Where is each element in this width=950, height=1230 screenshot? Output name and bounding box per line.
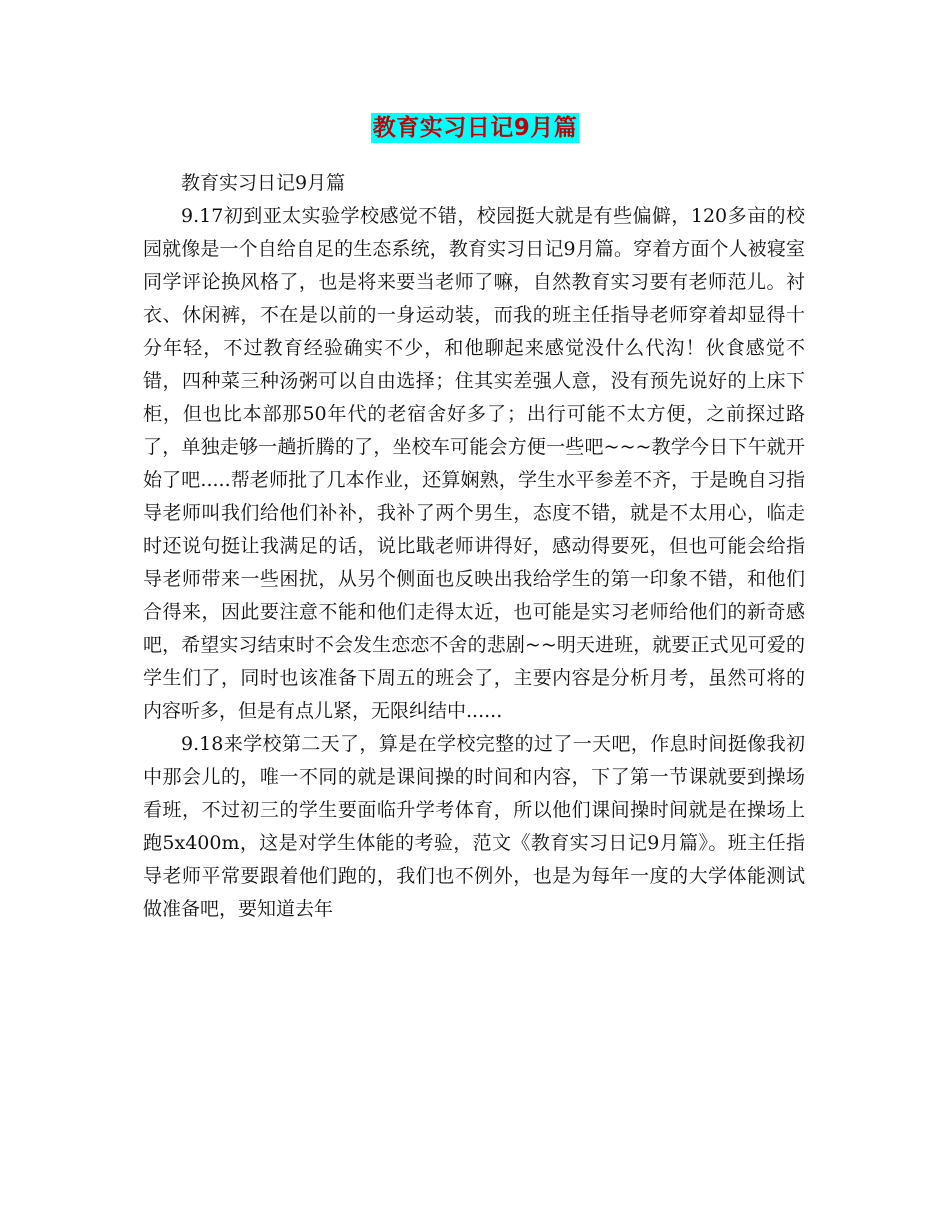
paragraph-sept-17: 9.17初到亚太实验学校感觉不错，校园挺大就是有些偏僻，120多亩的校园就像是一个自给自足的生态系统，教育实习日记9月篇。穿着方面个人被寝室同学评论换风格了，也是将来要当老师了嘛，自然教育实习要有老师范儿。衬衣、休闲裤，不在是以前的一身运动装，而我的班主任指导老师穿着却显得十分年轻，不过教育经验确实不少，和他聊起来感觉没什么代沟！伙食感觉不错，四种菜三种汤粥可以自由选择；住其实差强人意，没有预先说好的上床下柜，但也比本部那50年代的老宿舍好多了；出行可能不太方便，之前探过路了，单独走够一趟折腾的了，坐校车可能会方便一些吧~~~教学今日下午就开始了吧.....帮老师批了几本作业，还算娴熟，学生水平参差不齐，于是晚自习指导老师叫我们给他们补补，我补了两个男生，态度不错，就是不太用心，临走时还说句挺让我满足的话，说比戢老师讲得好，感动得要死，但也可能会给指导老师带来一些困扰，从另个侧面也反映出我给学生的第一印象不错，和他们合得来，因此要注意不能和他们走得太近，也可能是实习老师给他们的新奇感吧，希望实习结束时不会发生恋恋不舍的悲剧~~明天进班，就要正式见可爱的学生们了，同时也该准备下周五的班会了，主要内容是分析月考，虽然可将的内容听多，但是有点儿紧，无限纠结中......: [143, 205, 805, 722]
document-body: [143, 167, 805, 926]
title-container: [0, 113, 950, 143]
paragraph-sept-18: 9.18来学校第二天了，算是在学校完整的过了一天吧，作息时间挺像我初中那会儿的，唯一不同的就是课间操的时间和内容，下了第一节课就要到操场看班，不过初三的学生要面临升学考体育，所以他们课间操时间就是在操场上跑5x400m，这是对学生体能的考验，范文《教育实习日记9月篇》。班主任指导老师平常要跟着他们跑的，我们也不例外，也是为每年一度的大学体能测试做准备吧，要知道去年: [143, 733, 805, 920]
document-title: 教育实习日记9月篇: [372, 115, 578, 141]
paragraph-heading: 教育实习日记9月篇: [181, 172, 346, 194]
